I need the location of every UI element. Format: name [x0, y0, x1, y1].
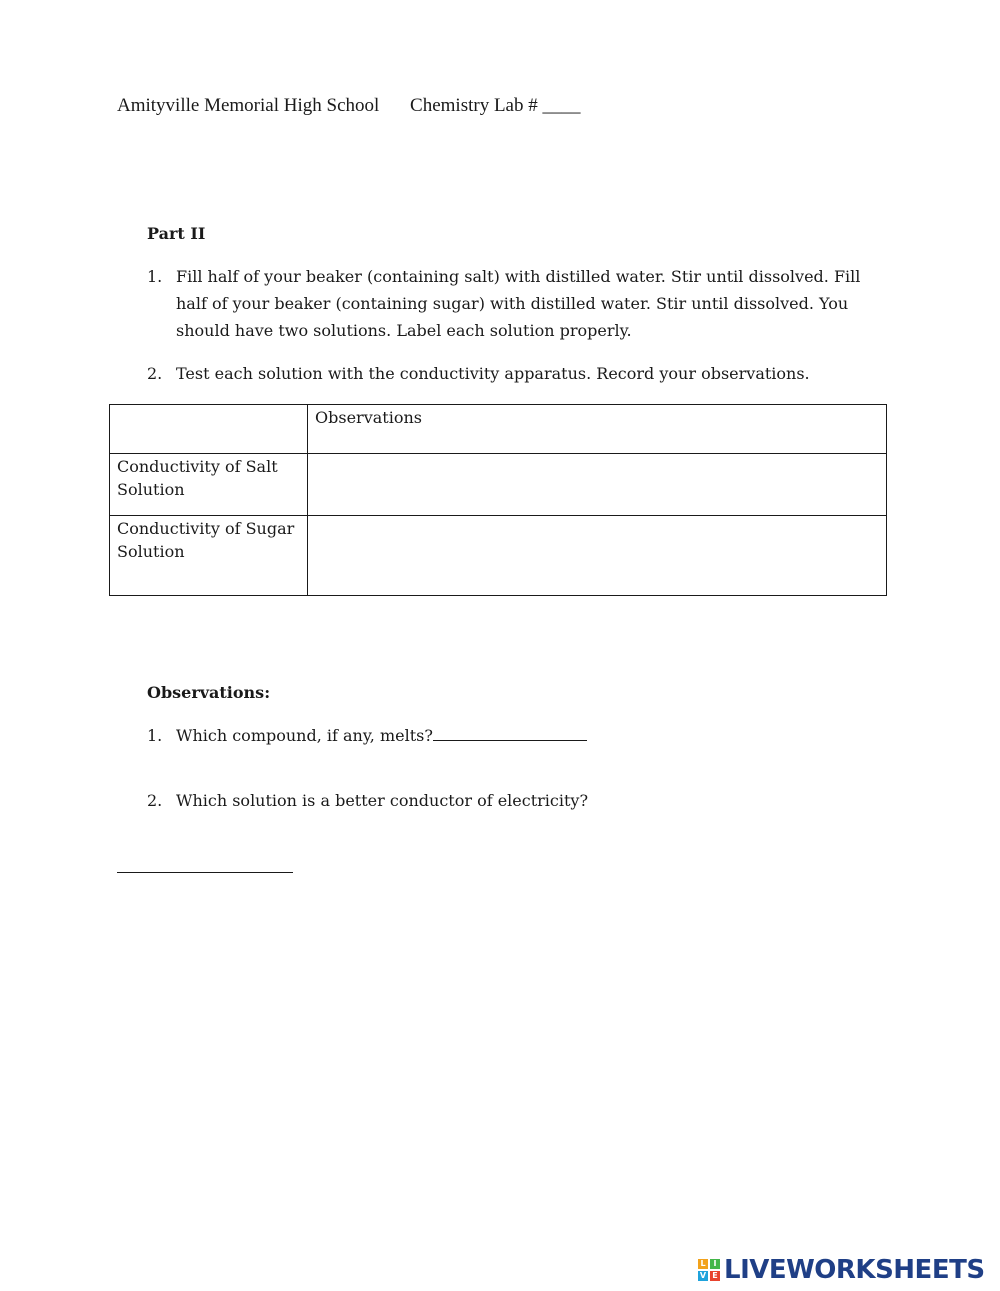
logo-letter-v: V: [699, 1271, 707, 1280]
logo-letter-e: E: [710, 1271, 720, 1281]
table-header-row: [110, 405, 887, 454]
item-number: 2.: [147, 791, 163, 810]
table-row: [110, 454, 887, 516]
table-row: [110, 516, 887, 596]
item-number: 1.: [147, 267, 163, 286]
item-text: Test each solution with the conductivity apparatus. Record your observations.: [176, 364, 810, 383]
item-number: 2.: [147, 364, 163, 383]
observations-table: [109, 404, 887, 596]
logo-letter-l: L: [698, 1259, 708, 1269]
table-corner-cell: [110, 405, 308, 454]
logo-wordmark: LIVEWORKSHEETS: [724, 1255, 985, 1285]
school-name: Amityville Memorial High School: [117, 95, 380, 116]
row-label-salt: Conductivity of Salt Solution: [110, 454, 308, 516]
list-item: [147, 787, 877, 814]
observations-title: Observations:: [147, 683, 271, 702]
salt-observation-cell[interactable]: [308, 454, 887, 516]
logo-letter-i: I: [710, 1259, 720, 1269]
liveworksheets-logo: [698, 1254, 985, 1286]
list-item: [147, 722, 877, 749]
document-header: [117, 95, 580, 117]
answer-blank[interactable]: [433, 722, 587, 741]
item-text: Fill half of your beaker (containing salt) with distilled water. Stir until dissolved. Fill half of your beaker (containing sugar) with distilled water. Stir until dissolved. You should have two solutions. Label each solution properly.: [176, 267, 861, 340]
list-item: [147, 360, 877, 387]
sugar-observation-cell[interactable]: [308, 516, 887, 596]
logo-mark-icon: [698, 1259, 720, 1281]
question-text: Which solution is a better conductor of electricity?: [176, 791, 589, 810]
footnote-divider: [117, 872, 293, 873]
item-number: 1.: [147, 726, 163, 745]
row-label-sugar: Conductivity of Sugar Solution: [110, 516, 308, 596]
lab-number: Chemistry Lab # ____: [410, 95, 581, 116]
question-text: Which compound, if any, melts?: [176, 726, 433, 745]
list-item: [147, 263, 877, 344]
observations-column-header: Observations: [308, 405, 887, 454]
part-ii-title: Part II: [147, 224, 206, 243]
